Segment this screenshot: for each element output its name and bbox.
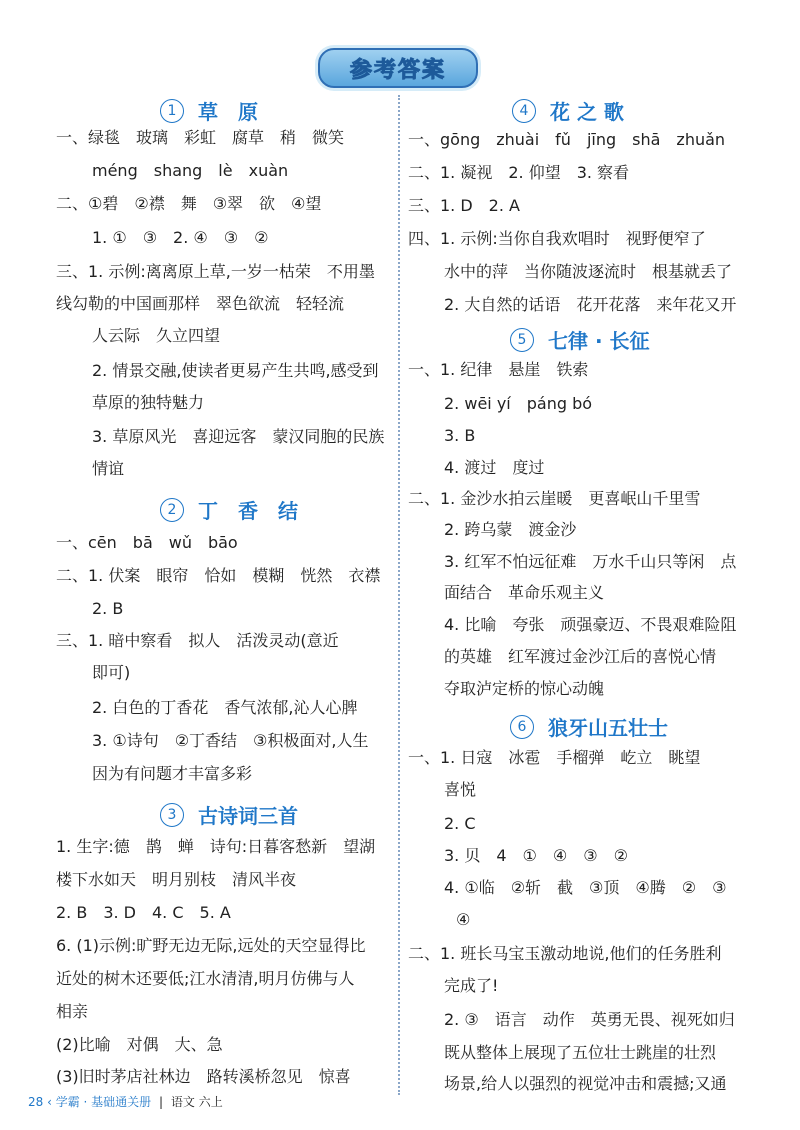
section-title-text: 七律 · 长征	[548, 329, 650, 353]
answer-line: 完成了!	[444, 976, 499, 995]
section-number: 2	[160, 498, 184, 522]
answer-line: 2. B	[92, 599, 124, 618]
answer-line: 6. (1)示例:旷野无边无际,远处的天空显得比	[56, 936, 366, 955]
answer-line: 四、1. 示例:当你自我欢唱时 视野便窄了	[408, 229, 706, 248]
answer-line: 草原的独特魅力	[92, 393, 205, 412]
answer-line: 一、绿毯 玻璃 彩虹 腐草 稍 微笑	[56, 128, 345, 147]
answer-line: 2. 跨乌蒙 渡金沙	[444, 520, 577, 539]
answer-line: 三、1. 暗中察看 拟人 活泼灵动(意近	[56, 631, 339, 650]
answer-line: 面结合 革命乐观主义	[444, 583, 605, 602]
answer-line: 2. wēi yí páng bó	[444, 394, 593, 413]
answer-line: méng shang lè xuàn	[92, 161, 289, 180]
answer-line: 2. 情景交融,使读者更易产生共鸣,感受到	[92, 361, 379, 380]
section-title-2	[160, 495, 298, 524]
answer-line: 三、1. D 2. A	[408, 196, 520, 215]
answer-line: 因为有问题才丰富多彩	[92, 764, 253, 783]
answer-line: 夺取泸定桥的惊心动魄	[444, 679, 605, 698]
page-footer	[28, 1093, 223, 1110]
answer-line: 3. 草原风光 喜迎远客 蒙汉同胞的民族	[92, 427, 385, 446]
answer-line: 4. 渡过 度过	[444, 458, 545, 477]
answer-line: 相亲	[56, 1002, 89, 1021]
section-number: 1	[160, 99, 184, 123]
answer-line: 场景,给人以强烈的视觉冲击和震撼;又通	[444, 1074, 727, 1093]
section-title-text: 古诗词三首	[198, 804, 298, 828]
page-number: 28	[28, 1095, 44, 1109]
answer-line: 4. 比喻 夸张 顽强豪迈、不畏艰难险阻	[444, 615, 737, 634]
answer-line: 2. 大自然的话语 花开花落 来年花又开	[444, 295, 737, 314]
subject-label: 语文 六上	[170, 1095, 223, 1109]
answer-line: 情谊	[92, 459, 125, 478]
answer-line: 1. 生字:德 鹊 蝉 诗句:日暮客愁新 望湖	[56, 837, 376, 856]
footer-separator: |	[159, 1095, 164, 1109]
answer-line: 三、1. 示例:离离原上草,一岁一枯荣 不用墨	[56, 262, 375, 281]
answer-line: 线勾勒的中国画那样 翠色欲流 轻轻流	[56, 294, 345, 313]
answer-line: 3. ①诗句 ②丁香结 ③积极面对,人生	[92, 731, 369, 750]
answer-line: 近处的树木还要低;江水清清,明月仿佛与人	[56, 969, 355, 988]
answer-line: 的英雄 红军渡过金沙江后的喜悦心情	[444, 647, 717, 666]
answer-line: 一、cēn bā wǔ bāo	[56, 533, 238, 552]
answer-line: 4. ①临 ②斩 截 ③顶 ④腾 ② ③	[444, 878, 727, 897]
book-name: 学霸 · 基础通关册	[55, 1095, 152, 1109]
answer-line: 喜悦	[444, 780, 477, 799]
answer-line: 人云际 久立四望	[92, 326, 221, 345]
answer-line: 3. 贝 4 ① ④ ③ ②	[444, 846, 628, 865]
answer-line: 3. 红军不怕远征难 万水千山只等闲 点	[444, 552, 737, 571]
answer-line: 即可)	[92, 663, 131, 682]
page-title-banner	[318, 48, 478, 88]
answer-line: 一、1. 日寇 冰雹 手榴弹 屹立 眺望	[408, 748, 701, 767]
answer-line: 2. 白色的丁香花 香气浓郁,沁人心脾	[92, 698, 358, 717]
page-title: 参考答案	[349, 57, 446, 83]
answer-line: 2. B 3. D 4. C 5. A	[56, 903, 231, 922]
answer-line: 二、1. 伏案 眼帘 恰如 模糊 恍然 衣襟	[56, 566, 381, 585]
answer-line: 2. ③ 语言 动作 英勇无畏、视死如归	[444, 1010, 735, 1029]
answer-line: 一、1. 纪律 悬崖 铁索	[408, 360, 589, 379]
section-title-text: 草 原	[198, 100, 258, 124]
section-title-4	[512, 96, 624, 125]
section-title-text: 狼牙山五壮士	[548, 716, 668, 740]
answer-line: 楼下水如天 明月别枝 清风半夜	[56, 870, 297, 889]
section-title-6	[510, 712, 668, 741]
section-title-text: 花 之 歌	[550, 100, 624, 124]
section-title-1	[160, 96, 258, 125]
section-number: 3	[160, 803, 184, 827]
answer-line: 二、1. 金沙水拍云崖暖 更喜岷山千里雪	[408, 489, 701, 508]
section-title-5	[510, 325, 650, 354]
answer-line: 1. ① ③ 2. ④ ③ ②	[92, 228, 269, 247]
answer-line: 3. B	[444, 426, 476, 445]
column-divider	[398, 95, 400, 1095]
section-number: 6	[510, 715, 534, 739]
answer-line: 二、①碧 ②襟 舞 ③翠 欲 ④望	[56, 194, 322, 213]
answer-line: 二、1. 班长马宝玉激动地说,他们的任务胜利	[408, 944, 722, 963]
section-title-3	[160, 800, 298, 829]
section-number: 4	[512, 99, 536, 123]
answer-line: 2. C	[444, 814, 476, 833]
chevron-left-icon: ‹	[47, 1095, 56, 1109]
section-title-text: 丁 香 结	[198, 499, 298, 523]
answer-line: (2)比喻 对偶 大、急	[56, 1035, 223, 1054]
answer-line: ④	[456, 910, 471, 929]
answer-line: 水中的萍 当你随波逐流时 根基就丢了	[444, 262, 733, 281]
answer-line: 既从整体上展现了五位壮士跳崖的壮烈	[444, 1043, 717, 1062]
section-number: 5	[510, 328, 534, 352]
answer-line: 一、gōng zhuài fǔ jīng shā zhuǎn	[408, 130, 726, 149]
answer-line: 二、1. 凝视 2. 仰望 3. 察看	[408, 163, 630, 182]
answer-line: (3)旧时茅店社林边 路转溪桥忽见 惊喜	[56, 1067, 351, 1086]
